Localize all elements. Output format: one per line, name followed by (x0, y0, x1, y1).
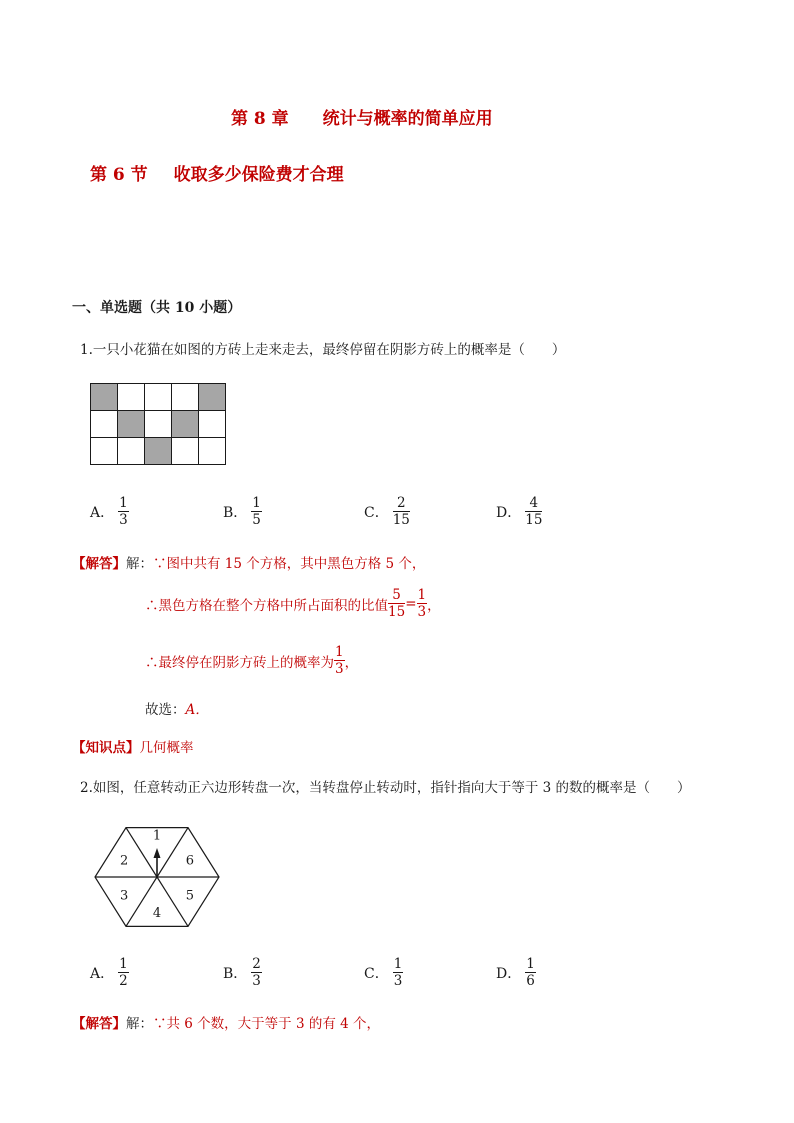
punct: ， (344, 654, 359, 671)
q2-hexagon-spinner (92, 818, 226, 938)
shaded-tile (145, 438, 172, 465)
equals-sign: = (405, 595, 417, 612)
shaded-tile (91, 384, 118, 411)
q1-answer-line4 (145, 698, 209, 718)
fraction-5-15: $\frac{5}{15}$ (388, 587, 406, 621)
answer-prefix: 故选： (145, 702, 186, 718)
option-fraction: $\frac{1}{3}$ (119, 495, 128, 529)
q1-answer-line3 (145, 645, 358, 676)
option-fraction: $\frac{4}{15}$ (525, 495, 543, 529)
option-letter: B． (223, 965, 248, 982)
option-fraction: $\frac{1}{5}$ (252, 495, 261, 529)
answer-text: ∵共 6 个数，大于等于 3 的有 4 个， (153, 1016, 381, 1032)
kp-tag: 【知识点】 (72, 740, 140, 756)
pointer-arrowhead-icon (154, 848, 161, 858)
q2-text: 2.如图，任意转动正六边形转盘一次，当转盘停止转动时，指针指向大于等于 3 的数的概率是（ ） (80, 780, 691, 796)
answer-text: ∵图中共有 15 个方格，其中黑色方格 5 个， (153, 556, 426, 572)
answer-prefix: 解： (126, 556, 153, 572)
answer-prefix: 解： (126, 1016, 153, 1032)
sector-label: 2 (119, 853, 129, 869)
chapter-title: 统计与概率的简单应用 (322, 109, 493, 129)
sector-label: 1 (152, 828, 162, 844)
white-tile (145, 411, 172, 438)
white-tile (172, 438, 199, 465)
fraction-1-3: $\frac{1}{3}$ (417, 587, 427, 621)
section-heading (90, 160, 344, 185)
white-tile (118, 384, 145, 411)
option-letter: C． (364, 504, 389, 521)
q1-option-d (496, 496, 542, 527)
q2-option-c (364, 957, 403, 988)
q1-answer-line2 (145, 588, 441, 619)
white-tile (145, 384, 172, 411)
option-letter: A． (90, 504, 115, 521)
q2-option-a (90, 957, 129, 988)
answer-choice: A． (185, 702, 209, 718)
white-tile (91, 438, 118, 465)
chapter-heading (231, 104, 493, 129)
q1-knowledge-point (72, 736, 194, 756)
shaded-tile (199, 384, 226, 411)
chapter-label: 第 8 章 (231, 109, 289, 129)
q1-option-b (223, 496, 262, 527)
sector-label: 5 (185, 888, 195, 904)
q1-options (0, 496, 794, 536)
q2-option-b (223, 957, 262, 988)
q2-answer-line1 (72, 1012, 380, 1032)
sector-label: 4 (152, 905, 162, 921)
q2-option-d (496, 957, 536, 988)
option-letter: A． (90, 965, 115, 982)
q1-answer-line1 (72, 552, 425, 572)
option-fraction: $\frac{1}{6}$ (526, 956, 535, 990)
answer-tag: 【解答】 (72, 556, 126, 572)
section-label: 第 6 节 (90, 165, 148, 185)
part-heading: 一、单选题（共 10 小题） (72, 300, 242, 316)
sector-divider (157, 828, 188, 877)
option-letter: B． (223, 504, 248, 521)
answer-text: ∴最终停在阴影方砖上的概率为 (145, 654, 334, 671)
q1-option-a (90, 496, 129, 527)
sector-label: 6 (185, 853, 195, 869)
white-tile (91, 411, 118, 438)
sector-divider (157, 877, 188, 926)
shaded-tile (172, 411, 199, 438)
sector-label: 3 (119, 888, 129, 904)
q1-option-c (364, 496, 410, 527)
option-letter: D． (496, 965, 522, 982)
shaded-tile (118, 411, 145, 438)
punct: ， (427, 597, 441, 614)
option-fraction: $\frac{1}{2}$ (119, 956, 128, 990)
option-fraction: $\frac{2}{3}$ (252, 956, 261, 990)
option-letter: C． (364, 965, 389, 982)
answer-tag: 【解答】 (72, 1016, 126, 1032)
option-letter: D． (496, 504, 522, 521)
q2-options (0, 957, 794, 997)
option-fraction: $\frac{2}{15}$ (392, 495, 410, 529)
q1-text: 1.一只小花猫在如图的方砖上走来走去，最终停留在阴影方砖上的概率是（ ） (80, 342, 566, 358)
white-tile (118, 438, 145, 465)
white-tile (199, 438, 226, 465)
kp-text: 几何概率 (139, 740, 194, 756)
white-tile (199, 411, 226, 438)
fraction-1-3: $\frac{1}{3}$ (335, 644, 344, 678)
white-tile (172, 384, 199, 411)
q1-tile-grid (90, 383, 226, 467)
option-fraction: $\frac{1}{3}$ (393, 956, 403, 990)
answer-text: ∴黑色方格在整个方格中所占面积的比值 (145, 597, 388, 614)
section-title: 收取多少保险费才合理 (173, 165, 344, 185)
